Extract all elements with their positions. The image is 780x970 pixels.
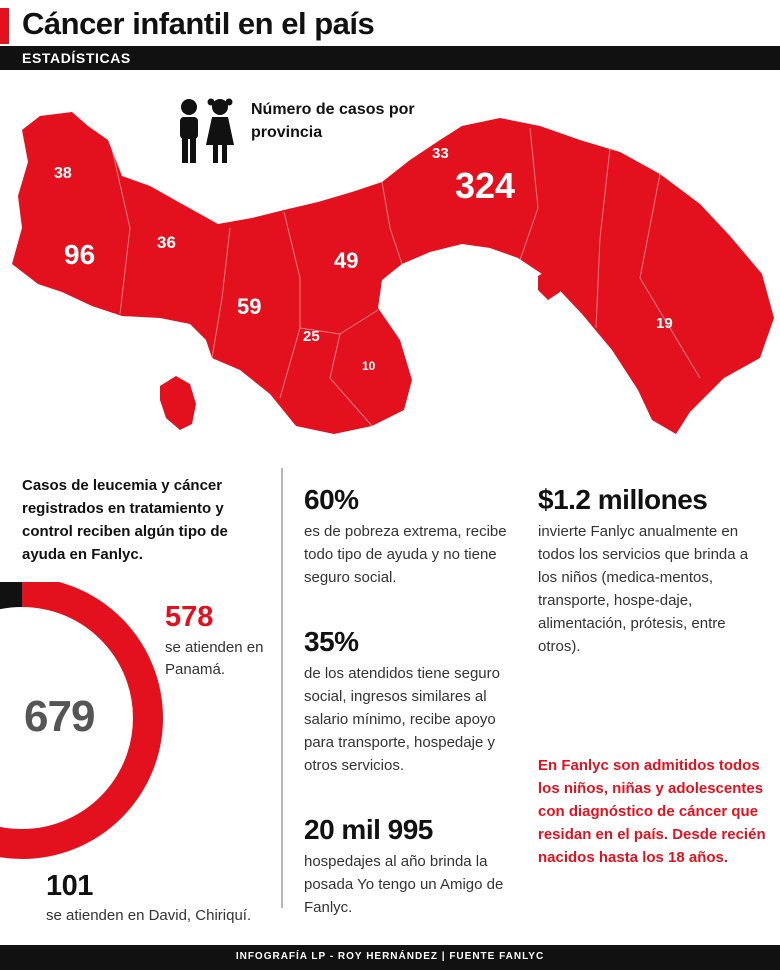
page-title: Cáncer infantil en el país <box>22 6 375 41</box>
country-shape <box>12 112 774 434</box>
footer-credit: INFOGRAFÍA LP - ROY HERNÁNDEZ | FUENTE FANLYC <box>235 951 545 962</box>
footer-bar <box>0 945 780 970</box>
stat-head-insured: 35% <box>304 626 359 657</box>
province-count-label: 10 <box>362 359 376 373</box>
province-count-label: 33 <box>432 145 449 162</box>
province-count-label: 59 <box>237 294 262 319</box>
province-count-label: 38 <box>54 165 72 182</box>
section-label: ESTADÍSTICAS <box>22 50 131 66</box>
section-bar <box>0 46 780 70</box>
stat-body-poverty: es de pobreza extrema, recibe todo tipo de ayuda y no tiene seguro social. <box>304 523 507 586</box>
province-count-label: 36 <box>157 233 176 252</box>
david-cases-text: se atienden en David, Chiriquí. <box>46 907 252 924</box>
boy-and-girl-icon <box>170 95 240 167</box>
column-divider <box>281 468 283 908</box>
stat-head-investment: $1.2 millones <box>538 484 708 515</box>
island-shape <box>160 376 196 430</box>
province-count-label: 324 <box>455 165 516 206</box>
donut-total: 679 <box>24 692 95 741</box>
panama-cases-text: se atienden en Panamá. <box>165 639 264 678</box>
map-legend: Número de casos por provincia <box>251 101 415 141</box>
stat-body-lodging: hospedajes al año brinda la posada Yo tengo un Amigo de Fanlyc. <box>304 853 504 916</box>
province-count-label: 19 <box>656 315 673 332</box>
stat-body-insured: de los atendidos tiene seguro social, ingresos similares al salario mínimo, recibe apoyo para transporte, hospedaje y otros servicios. <box>304 665 500 774</box>
title-accent-bar <box>0 8 9 44</box>
province-count-label: 96 <box>64 239 96 270</box>
intro-text: Casos de leucemia y cáncer registrados en tratamiento y control reciben algún tipo de ayuda en Fanlyc. <box>22 477 228 563</box>
mainland-shape <box>12 112 774 434</box>
panama-cases-value: 578 <box>165 601 214 633</box>
david-cases-value: 101 <box>46 870 93 902</box>
province-count-label: 25 <box>303 328 320 345</box>
province-count-label: 49 <box>334 248 359 273</box>
admission-note: En Fanlyc son admitidos todos los niños, niñas y adolescentes con diagnóstico de cáncer que residan en el país. Desde recién nacidos hasta los 18 años. <box>538 757 766 866</box>
stat-body-investment: invierte Fanlyc anualmente en todos los servicios que brinda a los niños (medica-mentos, transporte, hospe-daje, alimentación, prótesis, entre otros). <box>538 523 749 655</box>
stat-head-poverty: 60% <box>304 484 359 515</box>
stat-head-lodging: 20 mil 995 <box>304 814 433 845</box>
